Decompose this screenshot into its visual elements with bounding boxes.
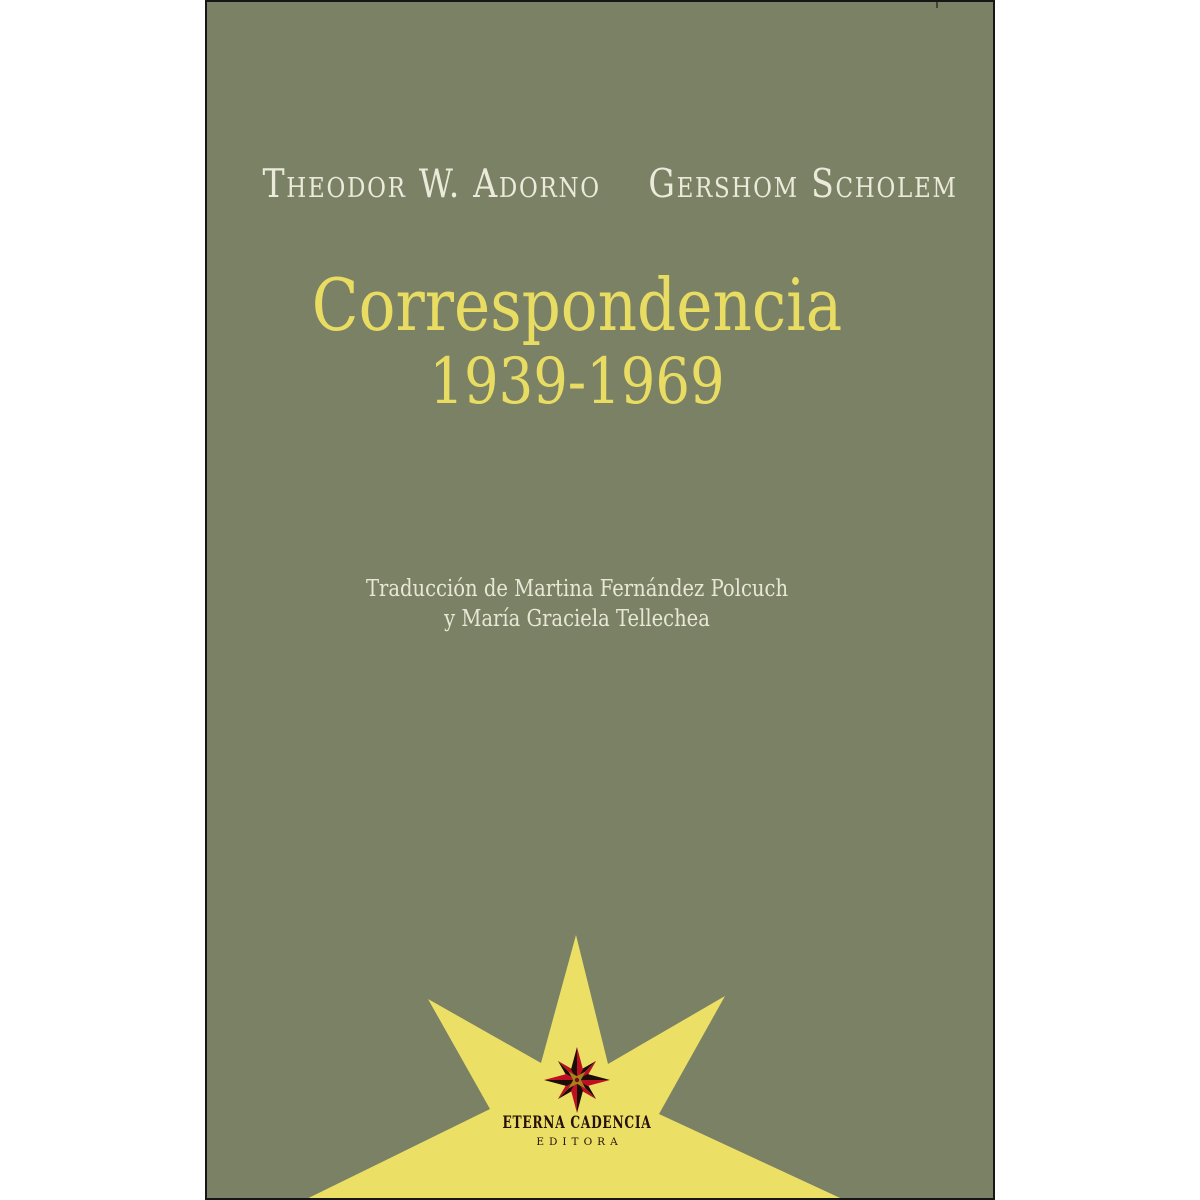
publisher-division: EDITORA [536, 1136, 623, 1148]
book-cover [205, 0, 995, 1200]
publisher-name: ETERNA CADENCIA [502, 1113, 652, 1133]
translation-line-1: Traducción de Martina Fernández Polcuch [365, 576, 789, 602]
author-adorno: Theodor W. Adorno [262, 162, 601, 207]
crop-mark [936, 2, 938, 8]
translation-line-2: y María Graciela Tellechea [444, 606, 710, 632]
publisher-star-icon [207, 2, 993, 1198]
title-line-2: 1939-1969 [429, 345, 725, 419]
title-line-1: Correspondencia [311, 263, 843, 347]
author-scholem: Gershom Scholem [648, 162, 958, 207]
